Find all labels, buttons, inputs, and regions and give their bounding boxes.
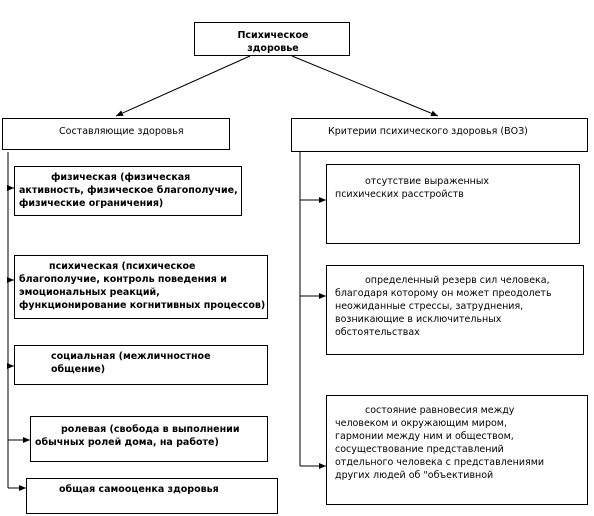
arrow-root-to-left	[116, 56, 250, 116]
left-item-text: социальная (межличностное общение)	[51, 351, 211, 375]
right-branch-title: Критерии психического здоровья (ВОЗ)	[328, 126, 528, 137]
root-node	[194, 22, 350, 56]
left-item-text: психическая (психическое благополучие, контроль поведения и эмоциональных реакций, функционирование когнитивных процессов)	[19, 261, 266, 311]
left-item-text: общая самооценка здоровья	[59, 484, 219, 495]
right-item-balance	[326, 395, 588, 505]
right-item-reserve	[326, 265, 584, 355]
left-item-text: физическая (физическая активность, физическое благополучие, физические ограничения)	[19, 172, 238, 209]
right-branch-header	[291, 118, 588, 152]
right-item-text: состояние равновесия между человеком и окружающим миром, гармонии между ним и обществом, сосуществование представлений отдельного человека с представлениями других людей об "объективной	[335, 405, 545, 481]
left-item-self-assessment	[26, 478, 278, 514]
left-item-role	[30, 416, 268, 462]
arrow-root-to-right	[292, 56, 438, 116]
left-item-text: ролевая (свобода в выполнении обычных ролей дома, на работе)	[35, 424, 240, 448]
left-branch-title: Составляющие здоровья	[59, 126, 184, 137]
root-label: Психическое здоровье	[237, 30, 309, 54]
left-item-psychological	[14, 255, 268, 319]
left-item-social	[14, 345, 268, 385]
left-item-physical	[14, 166, 242, 216]
right-item-no-disorders	[326, 164, 580, 244]
right-item-text: определенный резерв сил человека, благодаря которому он может преодолеть неожиданные стрессы, затруднения, возникающие в исключительных обстоятельствах	[335, 275, 552, 338]
right-item-text: отсутствие выраженных психических расстройств	[335, 176, 490, 200]
left-branch-header	[2, 118, 230, 150]
